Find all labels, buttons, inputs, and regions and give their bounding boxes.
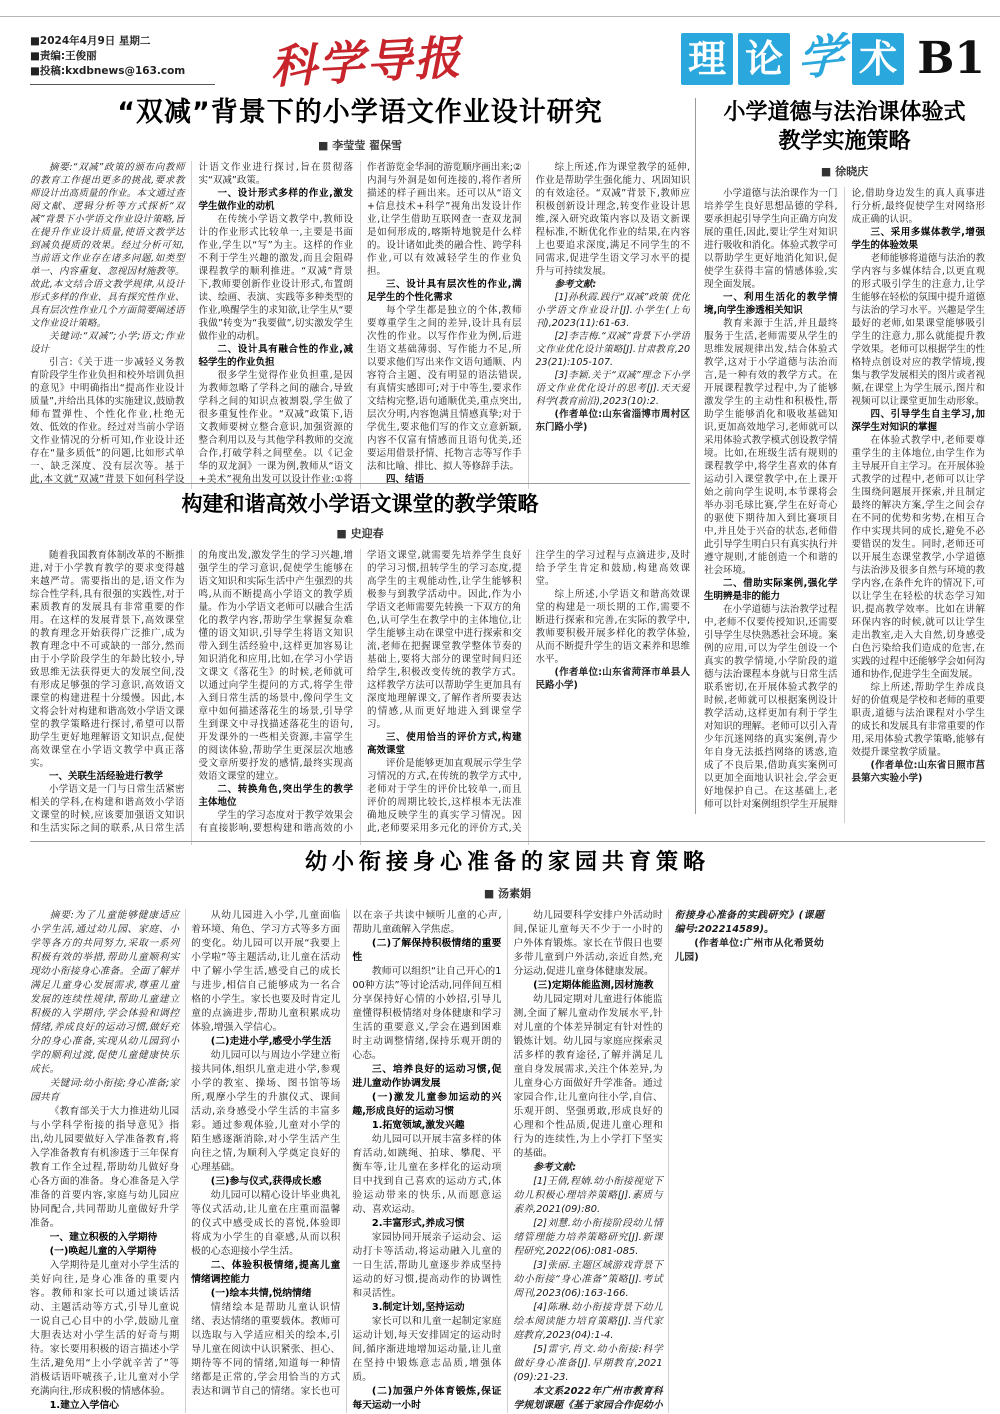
- page-number: B1: [917, 33, 985, 84]
- article4-body: [30, 909, 985, 1413]
- article-kindergarten-transition: [30, 848, 985, 1413]
- article-efficient-classroom: [30, 490, 690, 845]
- paragraph: 评价是能够更加直观展示学生学习情况的方式,在传统的教学方式中,老师对于学生的评价比较单一,而且评价的周期比较长,这样根本无法准确地反映学生的真实学习情况。因此,老师要采用多元化的评价方式,关注学生的学习过程与点滴进步,及时给予学生肯定和鼓励,构建高效课堂。: [367, 550, 690, 834]
- paragraph: 教师可以组织“让自己开心的100种方法”等讨论活动,同伴间互相分享保持好心情的小妙招,引导儿童懂得积极情绪对身体健康和学习生活的重要意义,学会在遇到困难时主动调整情绪,保持乐观开朗的心态。: [352, 966, 502, 1061]
- reference-item: [3]张丽.主题区域游戏背景下幼小衔接“身心准备”策略[J].考试周刊,2023(06):163-166.: [513, 1260, 663, 1299]
- abstract-text: 关键词:幼小衔接;身心准备;家园共育: [30, 1078, 180, 1103]
- article1-body: [30, 161, 690, 489]
- abstract-text: 摘要:“双减”政策的颁布向教师的教育工作提出更多的挑战,要求教师设计出高质量的作业。本文通过查阅文献、逻辑分析等方式探析“双减”背景下小学语文作业设计策略,旨在提升作业设计质量,使语文教学达到减负提质的效果。经过分析可知,当前语文作业存在诸多问题,如类型单一、内容重复、忽视因材施教等。故此,本文结合语文教学规律,从设计形式多样的作业、具有探究性作业、具有层次性作业几个方面简要阐述语文作业设计策略。: [30, 162, 185, 329]
- section-heading: 二、借助实际案例,强化学生明辨是非的能力: [704, 578, 838, 602]
- section-heading: 三、使用恰当的评价方式,构建高效课堂: [367, 732, 522, 756]
- sub-heading: (二)加强户外体育锻炼,保证每天运动一小时: [352, 1386, 502, 1411]
- paragraph: 小学语文是一门与日常生活紧密相关的学科,在构建和谐高效小学语文课堂的时候,应该要加强语文知识和生活实际之间的联系,从日常生活的角度出发,激发学生的学习兴趣,增强学生的学习意识,促使学生能够在语文知识和实际生活中产生强烈的共鸣,从而不断提高小学语文的教学质量。作为小学语文老师可以融合生活化的教学内容,帮助学生掌握复杂难懂的语文知识,引导学生将语文知识带入到生活经验中,这样更加容易让知识消化和应用,比如,在学习小学语文课文《落花生》的时候,老师就可以通过向学生提问的方式,将学生带入到日常生活的场景中,像问学生文章中如何描述落花生的场景,引导学生到课文中寻找描述落花生的语句,开发课外的一些相关资源,丰富学生的阅读体验,帮助学生更深层次地感受文章所要抒发的感情,最终实现高效语文课堂的建立。: [30, 550, 353, 834]
- paragraph: 幼儿园可以开展丰富多样的体育活动,如跳绳、拍球、攀爬、平衡车等,让儿童在多样化的运动项目中找到自己喜欢的运动方式,体验运动带来的快乐,从而愿意运动、喜欢运动。: [352, 1134, 502, 1215]
- section-heading: 四、结语: [386, 474, 425, 485]
- paragraph: 入学期待是儿童对小学生活的美好向往,是身心准备的重要内容。教师和家长可以通过谈话活动、主题活动等方式,引导儿童说一说自己心目中的小学,鼓励儿童大胆表达对小学生活的好奇与期待。家长要用积极的语言描述小学生活,避免用“上小学就辛苦了”等消极话语吓唬孩子,让儿童对小学充满向往,形成积极的情感体验。: [30, 1260, 180, 1397]
- masthead: [30, 27, 985, 94]
- reference-item: [1]孙秋霞.践行“双减”政策 优化小学语文作业设计[J].小学生(上旬刊),2023(11):61-63.: [535, 292, 690, 329]
- article1-title: “双减”背景下的小学语文作业设计研究: [117, 97, 603, 128]
- paragraph: 幼儿园要科学安排户外活动时间,保证儿童每天不少于一小时的户外体育锻炼。家长在节假日也要多带儿童到户外活动,亲近自然,充分运动,促进儿童身体健康发展。: [513, 910, 663, 977]
- sub-heading: (二)走进小学,感受小学生活: [210, 1036, 332, 1047]
- sub-heading: (一)绘本共情,悦纳情绪: [210, 1288, 312, 1299]
- minor-heading: 3.制定计划,坚持运动: [371, 1302, 465, 1313]
- article4-title: 幼小衔接身心准备的家园共育策略: [304, 850, 710, 875]
- abstract-text: 摘要:为了儿童能够健康适应小学生活,通过幼儿园、家庭、小学等各方的共同努力,采取一系列积极有效的举措,帮助儿童顺利实现幼小衔接身心准备。全面了解并满足儿童身心发展需求,尊重儿童发展的连续性规律,帮助儿童建立积极的入学期待,学会体验和调控情绪,养成良好的运动习惯,做好充分的身心准备,实现从幼儿园到小学的顺利过渡,促使儿童健康快乐成长。: [30, 910, 180, 1075]
- section-char-xue-icon: 学: [794, 30, 848, 87]
- sub-heading: (三)参与仪式,获得成长感: [210, 1176, 322, 1187]
- paragraph: 综上所述,小学语文和谐高效课堂的构建是一项长期的工作,需要不断进行探索和完善,在实际的教学中,教师要积极开展多样化的教学体验,从而不断提升学生的语文素养和思维水平。: [535, 589, 690, 665]
- paragraph: 从幼儿园进入小学,儿童面临着环境、角色、学习方式等多方面的变化。幼儿园可以开展“我要上小学啦”等主题活动,让儿童在活动中了解小学生活,感受自己的成长与进步,相信自己能够成为一名合格的小学生。家长也要及时肯定儿童的点滴进步,帮助儿童积累成功体验,增强入学信心。: [191, 910, 341, 1033]
- paragraph: 很多学生觉得作业负担重,是因为教师忽略了学科之间的融合,导致学科之间的知识点被割裂,学生做了很多重复性作业。“双减”政策下,语文教师要树立整合意识,加强资源的整合利用以及与其他学科教师的交流合作,打破学科之间壁垒。以《记金华的双龙洞》一课为例,教师从“语文+美术”视角出发可以设计作业:①将作者游览金华洞的游览顺序画出来;②内洞与外洞是如何连接的,将作者所描述的样子画出来。还可以从“语文+信息技术+科学”视角出发设计作业,让学生借助互联网查一查双龙洞是如何形成的,喀斯特地貌是什么样的。设计诸如此类的融合性、跨学科作业,可以有效减轻学生的作业负担。: [198, 162, 522, 485]
- section-char-shu-icon: 术: [852, 33, 904, 85]
- article2-title-line2: 教学实施策略: [778, 129, 911, 154]
- paragraph: 在体验式教学中,老师要尊重学生的主体地位,由学生作为主导展开自主学习。在开展体验式教学的过程中,老师可以让学生围绕问题展开探索,并且制定最终的解决方案,学生之间会存在不同的优势和劣势,在相互合作中实现共同的成长,避免不必要错误的发生。同时,老师还可以开展生态课堂教学,小学道德与法治涉及很多自然与环境的教学内容,在条件允许的情况下,可以让学生在轻松的状态学习知识,提高教学效率。比如在讲解环保内容的时候,就可以让学生走出教室,走入大自然,切身感受白色污染给我们造成的危害,在实践的过程中还能够学会如何沟通和协作,促进学生全面发展。: [851, 435, 985, 680]
- article-homework-design: [30, 96, 690, 489]
- minor-heading: 2.丰富形式,养成习惯: [371, 1218, 465, 1229]
- minor-heading: 1.拓宽领域,激发兴趣: [371, 1120, 465, 1131]
- paragraph: 教育来源于生活,并且最终服务于生活,老师需要从学生的思维发展规律出发,结合体验式教学,这对于小学道德与法治而言,是一种有效的教学方式。在开展课程教学过程中,为了能够激发学生的主动性和积极性,帮助学生能够消化和吸收基础知识,更加高效地学习,老师就可以采用体验式教学模式创设教学情境。比如,在班级生活有规则的课程教学中,将学生喜欢的体育运动引入课堂教学中,在上课开始之前向学生说明,本节课将会举办羽毛球比赛,学生在好奇心的驱使下期待加入到比赛项目中,并且处于兴奋的状态,老师借此引导学生明白只有真实执行并遵守规则,才能创造一个和谐的社会环境。: [704, 318, 838, 576]
- paragraph: 随着我国教育体制改革的不断推进,对于小学教育教学的要求变得越来越严苛。需要指出的是,语文作为综合性学科,具有很强的实践性,对于素质教育的发展具有非常重要的作用。在这样的发展背景下,高效课堂的教育理念开始获得广泛推广,成为教育理念中不可或缺的一部分,然而由于小学阶段学生的年龄比较小,导致思维无法获得更大的发展空间,没有形成足够强的学习意识,高效语文课堂的构建进程十分缓慢。因此,本文将会针对构建和谐高效小学语文课堂的教学策略进行探讨,希望可以帮助学生更好地理解语文知识点,促使高效课堂在小学语文教学中真正落实。: [30, 550, 185, 769]
- article1-authors: ■ 李莹莹 翟保雪: [317, 139, 403, 152]
- paragraph: 老师能够将道德与法治的教学内容与多媒体结合,以更直观的形式吸引学生的注意力,让学生能够在轻松的氛围中提升道德与法治的学习水平。兴趣是学生最好的老师,如果课堂能够吸引学生的注意力,那么就能提升教学效果。老师可以根据学生的性格特点创设对应的教学情境,搜集与教学发展相关的图片或者视频,在课堂上为学生展示,图片和视频可以让课堂更加生动形象。: [851, 253, 985, 407]
- paragraph: 学生的学习态度对于教学效果会有直接影响,要想构建和谐高效的小学语文课堂,就需要先培养学生良好的学习习惯,扭转学生的学习态度,提高学生的主观能动性,让学生能够积极参与到教学活动中。因此,作为小学语文老师需要先转换一下双方的角色,认可学生在教学中的主体地位,让学生能够主动在课堂中进行探索和交流,老师在把握课堂教学整体节奏的基础上,要将大部分的课堂时间归还给学生,积极改变传统的教学方式。这样教学方法可以帮助学生更加具有深度地理解课文,了解作者所要表达的情感,从而更好地进入到课堂学习。: [198, 550, 522, 834]
- references-heading: 参考文献:: [554, 279, 597, 290]
- article2-authors: ■ 徐晓庆: [820, 165, 869, 178]
- author-affiliation: (作者单位:山东省菏泽市单县人民路小学): [535, 667, 690, 691]
- paragraph: 在小学道德与法治教学过程中,老师不仅要传授知识,还需要引导学生尽快熟悉社会环境。案例的应用,可以为学生创设一个真实的教学情境,小学阶段的道德与法治课程本身就与日常生活联系密切,在开展体验式教学的时候,老师就可以根据案例设计教学活动,这样更加有利于学生对知识的理解。老师可以引入青少年沉迷网络的真实案例,青少年自身无法抵挡网络的诱惑,造成了不良后果,借助真实案例可以更加全面地认识社会,学会更好地保护自己。在这基础上,老师可以针对案例组织学生开展辩论,借助身边发生的真人真事进行分析,最终促使学生对网络形成正确的认识。: [704, 188, 985, 810]
- section-heading: 四、引导学生自主学习,加深学生对知识的掌握: [851, 409, 985, 433]
- article-morality-law-class: [704, 98, 985, 823]
- paragraph: 综上所述,作为课堂教学的延伸,作业是帮助学生强化能力、巩固知识的有效途径。“双减”背景下,教师应积极创新设计理念,转变作业设计思维,深入研究政策内容以及语文新课程标准,不断优化作业的结果,在内容上也要追求深度,满足不同学生的不同需求,促进学生语文学习水平的提升与可持续发展。: [535, 162, 690, 277]
- paragraph: 综上所述,帮助学生养成良好的价值观是学校和老师的重要职责,道德与法治课程对小学生的成长和发展具有非常重要的作用,采用体验式教学策略,能够有效提升课堂教学质量。: [851, 682, 985, 758]
- paragraph: 情绪绘本是帮助儿童认识情绪、表达情绪的重要载体。教师可以选取与入学适应相关的绘本,引导儿童在阅读中认识紧张、担心、期待等不同的情绪,知道每一种情绪都是正常的,学会用恰当的方式表达和调节自己的情绪。家长也可以在亲子共读中倾听儿童的心声,帮助儿童疏解入学焦虑。: [191, 910, 502, 1397]
- section-heading: 一、建立积极的入学期待: [49, 1232, 158, 1243]
- section-heading: 一、关联生活经验进行教学: [49, 771, 164, 782]
- section-heading: 一、设计形式多样的作业,激发学生做作业的动机: [198, 188, 353, 212]
- fund-note: 本文系2022年广州市教育科学规划课题《基于家园合作促幼小衔接身心准备的实践研究》(课题编号:202214589)。: [513, 910, 824, 1411]
- article2-body: [704, 187, 985, 823]
- reference-item: [2]李吉梅.“双减”背景下小学语文作业优化设计策略[J].甘肃教育,2023(21):105-107.: [535, 331, 690, 368]
- sub-heading: (三)定期体能监测,因材施教: [533, 980, 654, 991]
- paragraph: 幼儿园可以精心设计毕业典礼等仪式活动,让儿童在庄重而温馨的仪式中感受成长的喜悦,体验即将成为小学生的自豪感,从而以积极的心态迎接小学生活。: [191, 1190, 341, 1257]
- paragraph: 在传统小学语文教学中,教师设计的作业形式比较单一,主要是书面作业,学生以“写”为主。这样的作业不利于学生兴趣的激发,而且会阻碍课程教学的顺利推进。“双减”背景下,教师要创新作业设计形式,布置朗读、绘画、表演、实践等多种类型的作业,唤醒学生的求知欲,让学生从“要我做”转变为“我要做”,切实激发学生做作业的动机。: [198, 214, 353, 342]
- masthead-editor: ■责编:王俊丽: [30, 49, 97, 62]
- references-heading: 参考文献:: [533, 1162, 577, 1173]
- newspaper-logo: 科学导报: [268, 30, 464, 94]
- section-heading: 三、采用多媒体教学,增强学生的体验效果: [851, 227, 985, 251]
- masthead-email: ■投稿:kxdbnews@163.com: [30, 64, 186, 77]
- article2-title-line1: 小学道德与法治课体验式: [723, 100, 966, 125]
- section-heading: 三、设计具有层次性的作业,满足学生的个性化需求: [367, 279, 522, 303]
- abstract-text: 关键词:“双减”;小学;语文;作业设计: [30, 331, 185, 355]
- reference-item: [2]刘慧.幼小衔接阶段幼儿情绪管理能力培养策略研究[J].新课程研究,2022(06):081-085.: [513, 1218, 663, 1257]
- paragraph: 每个学生都是独立的个体,教师要尊重学生之间的差异,设计具有层次性的作业。以写作作业为例,后进生语文基础薄弱、写作能力不足,所以要求他们写出来作文语句通顺、内容符合主题、没有明显的语法错误,有真情实感即可;对于中等生,要求作文结构完整,语句通顺优美,重点突出,层次分明,内容饱满且情感真挚;对于学优生,要求他们写的作文立意新颖,内容不仅富有情感而且语句优美,还要运用借景抒情、托物言志等写作手法和比喻、排比、拟人等修辞手法。: [367, 305, 522, 472]
- article3-authors: ■ 史迎春: [336, 527, 384, 540]
- section-heading: 一、利用生活化的教学情境,向学生渗透相关知识: [704, 292, 838, 316]
- minor-heading: 1.建立入学信心: [49, 1400, 119, 1411]
- column-divider-vertical: [695, 98, 696, 814]
- article4-authors: ■ 汤素娟: [483, 887, 532, 900]
- section-heading: 二、体验积极情绪,提高儿童情绪调控能力: [191, 1260, 341, 1285]
- sub-heading: (二)了解保持积极情绪的重要性: [352, 938, 502, 963]
- author-affiliation: (作者单位:山东省日照市莒县第六实验小学): [851, 760, 985, 784]
- article2-title: [704, 98, 985, 156]
- reference-item: [3]李颖.关于“双减”理念下小学语文作业优化设计的思考[J].天天爱科学(教育前沿),2023(10):2.: [535, 370, 690, 407]
- paragraph: 《教育部关于大力推进幼儿园与小学科学衔接的指导意见》指出,幼儿园要做好入学准备教育,将入学准备教育有机渗透于三年保育教育工作全过程,帮助幼儿做好身心各方面的准备。身心准备是入学准备的首要内容,家庭与幼儿园应协同配合,共同帮助儿童做好升学准备。: [30, 1106, 180, 1229]
- paragraph: 家园协同开展亲子运动会、运动打卡等活动,将运动融入儿童的一日生活,帮助儿童逐步养成坚持运动的好习惯,提高动作的协调性和灵活性。: [352, 1232, 502, 1299]
- article-divider-top: [30, 483, 690, 484]
- masthead-date: ■2024年4月9日 星期二: [30, 34, 151, 47]
- paragraph: 幼儿园定期对儿童进行体能监测,全面了解儿童动作发展水平,针对儿童的个体差异制定有针对性的锻炼计划。幼儿园与家庭应探索灵活多样的教育途径,了解并满足儿童自身发展需求,关注个体差异,为儿童身心方面做好升学准备。通过家园合作,让儿童向往小学,自信、乐观开朗、坚强勇敢,形成良好的心理和个性品质,促进儿童心理和行为的连续性,为上小学打下坚实的基础。: [513, 994, 663, 1159]
- paragraph: 家长可以和儿童一起制定家庭运动计划,每天安排固定的运动时间,循序渐进地增加运动量,让儿童在坚持中锻炼意志品质,增强体质。: [352, 1316, 502, 1383]
- author-affiliation: (作者单位:广州市从化希贤幼儿园): [674, 938, 824, 963]
- sub-heading: (一)唤起儿童的入学期待: [49, 1246, 157, 1257]
- section-heading: 三、培养良好的运动习惯,促进儿童动作协调发展: [352, 1064, 502, 1089]
- author-affiliation: (作者单位:山东省淄博市周村区东门路小学): [535, 409, 690, 433]
- paragraph: 幼儿园可以与周边小学建立衔接共同体,组织儿童走进小学,参观小学的教室、操场、图书馆等场所,观摩小学生的升旗仪式、课间活动,亲身感受小学生活的丰富多彩。通过参观体验,儿童对小学的陌生感逐渐消除,对小学生活产生向往之情,为顺利入学奠定良好的心理基础。: [191, 1050, 341, 1173]
- section-heading: 二、转换角色,突出学生的教学主体地位: [198, 784, 353, 808]
- article-divider-bottom: [30, 841, 985, 842]
- section-char-li-icon: 理: [681, 33, 733, 85]
- section-char-lun-icon: 论: [738, 33, 790, 85]
- reference-item: [1]王倩,程婧.幼小衔接视觉下幼儿积极心理培养策略[J].素质与素养,2021(09):80.: [513, 1176, 663, 1215]
- reference-item: [4]陈琳.幼小衔接背景下幼儿绘本阅读能力培育策略[J].当代家庭教育,2023(04):1-4.: [513, 1302, 663, 1341]
- sub-heading: (一)激发儿童参加运动的兴趣,形成良好的运动习惯: [352, 1092, 502, 1117]
- paragraph: 小学道德与法治课作为一门培养学生良好思想品德的学科,要承担起引导学生向正确方向发展的重任,因此,要让学生对知识进行吸收和消化。体验式教学可以帮助学生更好地消化知识,促使学生获得丰富的情感体验,实现全面发展。: [704, 188, 838, 290]
- paragraph: 引言:《关于进一步减轻义务教育阶段学生作业负担和校外培训负担的意见》中明确指出“提高作业设计质量”,并给出具体的实施建议,鼓励教师布置弹性、个性化作业,杜绝无效、低效的作业。经过对当前小学语文作业情况的分析可知,作业设计还存在“量多质低”的问题,比如形式单一、缺乏深度、没有层次等。基于此,本文就“双减”背景下如何科学设计语文作业进行探讨,旨在贯彻落实“双减”政策。: [30, 162, 353, 485]
- top-rule: [0, 16, 1000, 17]
- article3-body: [30, 549, 690, 845]
- section-banner: [681, 27, 985, 87]
- reference-item: [5]雷宇,肖文.幼小衔接:科学做好身心准备[J].早期教育,2021(09):21-23.: [513, 1344, 663, 1383]
- section-heading: 二、设计具有融合性的作业,减轻学生的作业负担: [198, 344, 353, 368]
- masthead-info: [30, 34, 215, 85]
- article3-title: 构建和谐高效小学语文课堂的教学策略: [181, 492, 539, 516]
